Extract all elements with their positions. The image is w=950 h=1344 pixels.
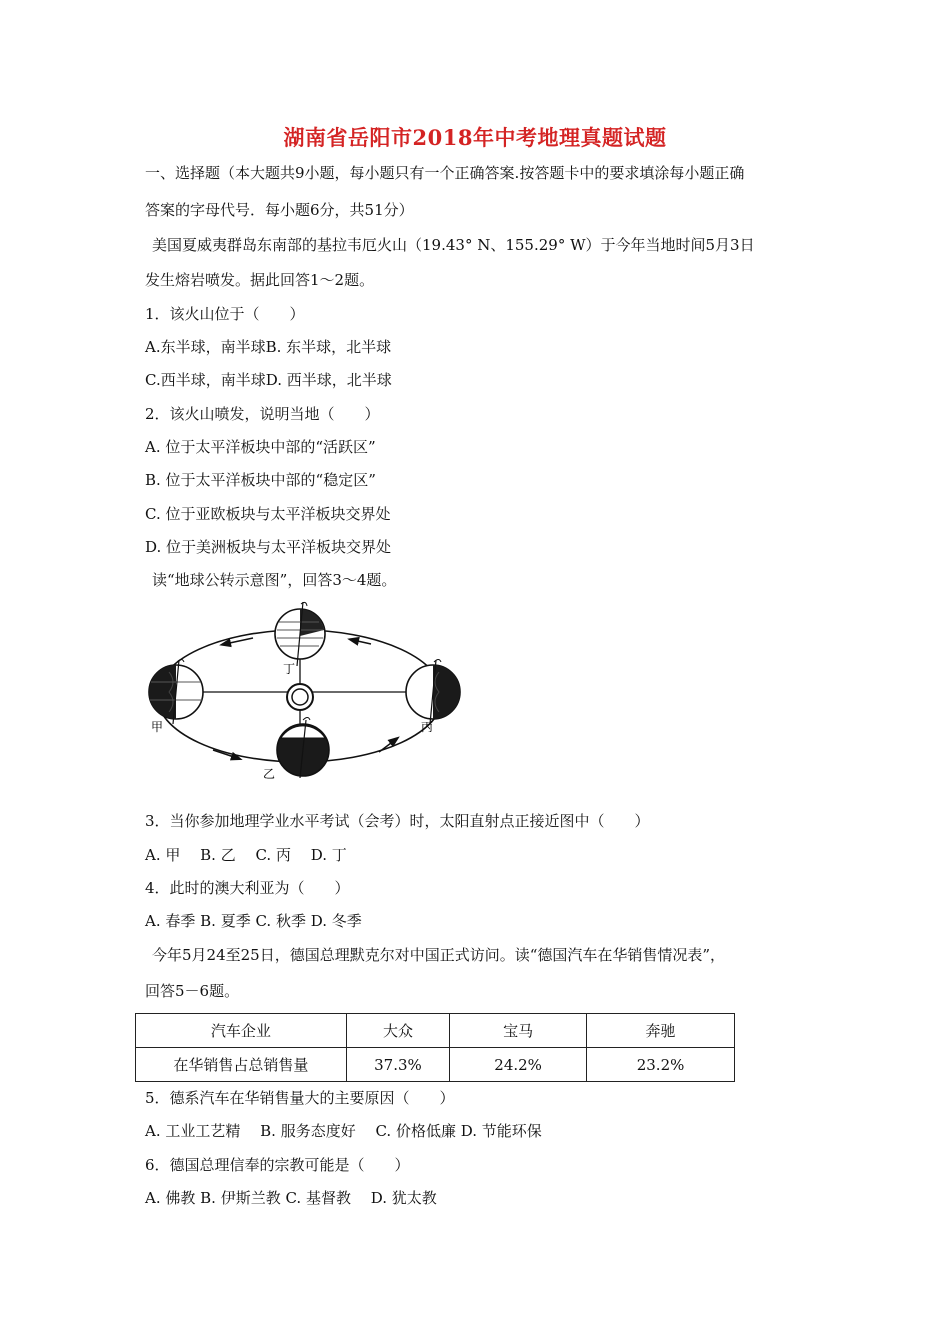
section-instructions-line-1: 一、选择题（本大题共9小题，每小题只有一个正确答案.按答题卡中的要求填涂每小题正确 bbox=[145, 164, 745, 182]
orbit-direction-arrow-top-right bbox=[353, 640, 371, 644]
question-5-options: A. 工业工艺精 B. 服务态度好 C. 价格低廉 D. 节能环保 bbox=[145, 1122, 542, 1140]
passage-3-line-1: 今年5月24至25日，德国总理默克尔对中国正式访问。读“德国汽车在华销售情况表”， bbox=[152, 946, 726, 964]
question-2-option-c: C. 位于亚欧板块与太平洋板块交界处 bbox=[145, 505, 391, 523]
question-5-stem: 5．德系汽车在华销售量大的主要原因（ ） bbox=[145, 1089, 455, 1107]
question-6-stem: 6．德国总理信奉的宗教可能是（ ） bbox=[145, 1156, 410, 1174]
section-instructions-line-2: 答案的字母代号．每小题6分，共51分） bbox=[145, 201, 414, 219]
table-cell: 37.3% bbox=[346, 1048, 449, 1082]
sun-icon bbox=[287, 684, 313, 710]
table-header-cell: 奔驰 bbox=[587, 1014, 735, 1048]
question-1-options-cd: C.西半球，南半球D. 西半球，北半球 bbox=[145, 371, 392, 389]
earth-ding-icon bbox=[275, 602, 325, 666]
table-cell: 24.2% bbox=[450, 1048, 587, 1082]
table-header-cell: 汽车企业 bbox=[136, 1014, 347, 1048]
earth-yi-icon bbox=[277, 718, 329, 779]
question-2-option-d: D. 位于美洲板块与太平洋板块交界处 bbox=[145, 538, 392, 556]
question-6-options: A. 佛教 B. 伊斯兰教 C. 基督教 D. 犹太教 bbox=[145, 1189, 437, 1207]
passage-2: 读“地球公转示意图”，回答3～4题。 bbox=[152, 571, 397, 589]
earth-jia-icon bbox=[149, 660, 203, 725]
page-title: 湖南省岳阳市2018年中考地理真题试题 bbox=[283, 125, 667, 150]
passage-3-line-2: 回答5－6题。 bbox=[145, 982, 240, 1000]
question-1-options-ab: A.东半球，南半球B. 东半球，北半球 bbox=[145, 338, 392, 356]
table-row bbox=[136, 1048, 735, 1082]
question-4-stem: 4．此时的澳大利亚为（ ） bbox=[145, 879, 350, 897]
table-header-cell: 宝马 bbox=[450, 1014, 587, 1048]
question-3-stem: 3．当你参加地理学业水平考试（会考）时，太阳直射点正接近图中（ ） bbox=[145, 812, 650, 830]
question-2-option-b: B. 位于太平洋板块中部的“稳定区” bbox=[145, 471, 376, 489]
label-jia: 甲 bbox=[151, 720, 164, 734]
question-1-stem: 1．该火山位于（ ） bbox=[145, 305, 305, 323]
earth-revolution-diagram bbox=[143, 600, 473, 780]
question-4-options: A. 春季 B. 夏季 C. 秋季 D. 冬季 bbox=[145, 912, 362, 930]
passage-1-line-2: 发生熔岩喷发。据此回答1～2题。 bbox=[145, 271, 375, 289]
earth-bing-icon bbox=[406, 660, 460, 725]
label-bing: 丙 bbox=[421, 720, 434, 734]
table-header-row bbox=[136, 1014, 735, 1048]
question-2-option-a: A. 位于太平洋板块中部的“活跃区” bbox=[145, 438, 376, 456]
label-yi: 乙 bbox=[263, 767, 276, 780]
passage-1-line-1: 美国夏威夷群岛东南部的基拉韦厄火山（19.43° N、155.29° W）于今年当地时间5月3日 bbox=[152, 236, 755, 254]
table-header-cell: 大众 bbox=[346, 1014, 449, 1048]
car-sales-table bbox=[135, 1013, 735, 1082]
question-3-options: A. 甲 B. 乙 C. 丙 D. 丁 bbox=[145, 846, 347, 864]
table-cell: 在华销售占总销售量 bbox=[136, 1048, 347, 1082]
question-2-stem: 2．该火山喷发，说明当地（ ） bbox=[145, 405, 380, 423]
table-cell: 23.2% bbox=[587, 1048, 735, 1082]
label-ding: 丁 bbox=[283, 662, 296, 676]
